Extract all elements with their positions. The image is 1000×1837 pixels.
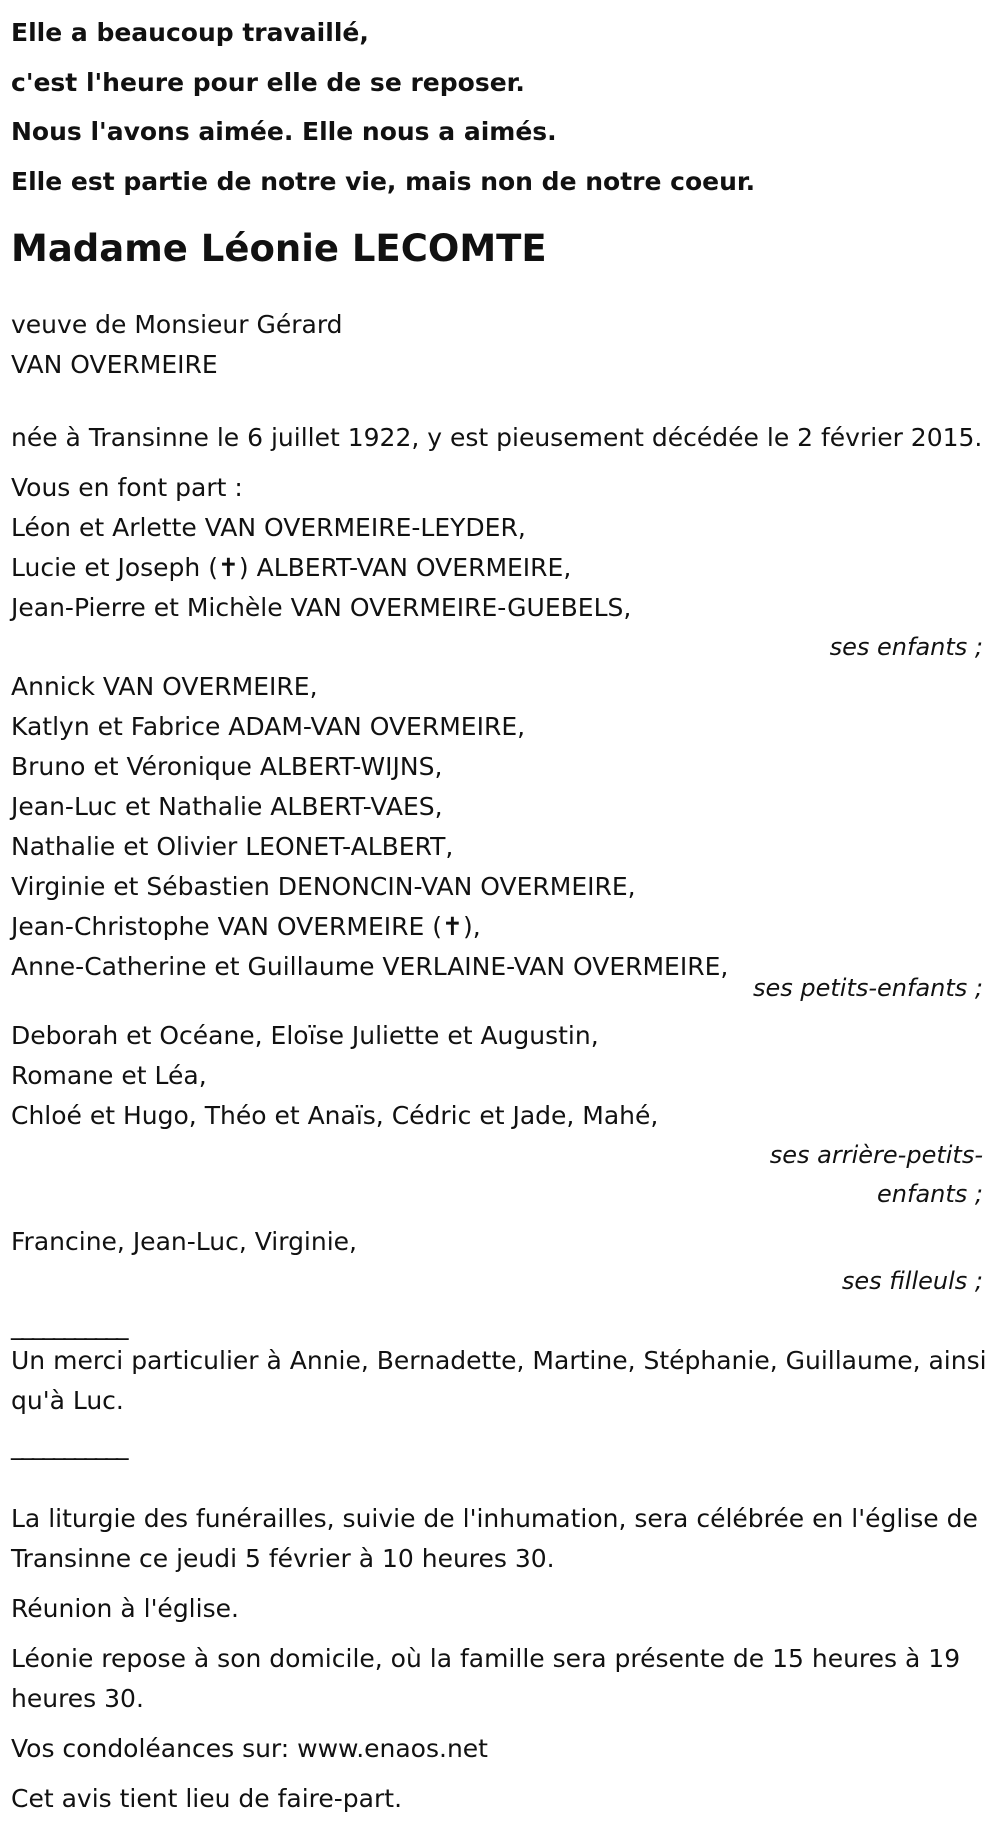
child-entry: Lucie et Joseph (✝) ALBERT-VAN OVERMEIRE, — [11, 553, 572, 582]
role-children: ses enfants ; — [829, 633, 983, 661]
greatgrandchild-entry: Deborah et Océane, Eloïse Juliette et Augustin, — [11, 1021, 599, 1050]
poem-line: Elle est partie de notre vie, mais non de notre coeur. — [11, 166, 756, 196]
meeting-paragraph: Réunion à l'église. — [11, 1594, 239, 1623]
grandchild-entry: Virginie et Sébastien DENONCIN-VAN OVERMEIRE, — [11, 872, 636, 901]
role-greatgrandchildren-line1: ses arrière-petits- — [769, 1141, 983, 1169]
announce-line: Vous en font part : — [11, 473, 243, 502]
child-entry: Léon et Arlette VAN OVERMEIRE-LEYDER, — [11, 513, 526, 542]
grandchild-entry: Anne-Catherine et Guillaume VERLAINE-VAN OVERMEIRE, — [11, 952, 729, 981]
poem-line: c'est l'heure pour elle de se reposer. — [11, 67, 525, 97]
deceased-name: Madame Léonie LECOMTE — [11, 227, 547, 270]
grandchild-entry: Annick VAN OVERMEIRE, — [11, 672, 318, 701]
widow-line: veuve de Monsieur Gérard — [11, 310, 343, 339]
widow-line: VAN OVERMEIRE — [11, 350, 218, 379]
greatgrandchild-entry: Chloé et Hugo, Théo et Anaïs, Cédric et Jade, Mahé, — [11, 1101, 659, 1130]
grandchild-entry: Jean-Christophe VAN OVERMEIRE (✝), — [11, 912, 481, 941]
thanks-paragraph: Un merci particulier à Annie, Bernadette, Martine, Stéphanie, Guillaume, ainsi qu'à Luc. — [11, 1346, 987, 1415]
role-grandchildren: ses petits-enfants ; — [752, 974, 983, 1002]
condolences-paragraph: Vos condoléances sur: www.enaos.net — [11, 1734, 488, 1763]
family-list — [11, 468, 989, 1301]
grandchild-entry: Katlyn et Fabrice ADAM-VAN OVERMEIRE, — [11, 712, 526, 741]
grandchild-entry: Bruno et Véronique ALBERT-WIJNS, — [11, 752, 443, 781]
widow-of — [11, 305, 989, 385]
liturgy-paragraph: La liturgie des funérailles, suivie de l'inhumation, sera célébrée en l'église de Transinne ce jeudi 5 février à 10 heures 30. — [11, 1504, 978, 1573]
poem-line: Elle a beaucoup travaillé, — [11, 18, 369, 47]
birth-death-statement: née à Transinne le 6 juillet 1922, y est pieusement décédée le 2 février 2015. — [11, 423, 983, 452]
godchildren-entry: Francine, Jean-Luc, Virginie, — [11, 1227, 357, 1256]
repose-paragraph: Léonie repose à son domicile, où la famille sera présente de 15 heures à 19 heures 30. — [11, 1644, 961, 1713]
grandchild-entry: Jean-Luc et Nathalie ALBERT-VAES, — [11, 792, 443, 821]
poem-line: Nous l'avons aimée. Elle nous a aimés. — [11, 117, 557, 146]
poem — [11, 8, 989, 206]
greatgrandchild-entry: Romane et Léa, — [11, 1061, 207, 1090]
role-godchildren: ses filleuls ; — [841, 1267, 983, 1295]
role-greatgrandchildren-line2: enfants ; — [877, 1180, 983, 1208]
separator-line: ___________ — [11, 1431, 127, 1460]
grandchild-entry: Nathalie et Olivier LEONET-ALBERT, — [11, 832, 454, 861]
child-entry: Jean-Pierre et Michèle VAN OVERMEIRE-GUEBELS, — [11, 593, 632, 622]
separator-line: ___________ — [11, 1311, 127, 1340]
notice-paragraph: Cet avis tient lieu de faire-part. — [11, 1784, 403, 1813]
